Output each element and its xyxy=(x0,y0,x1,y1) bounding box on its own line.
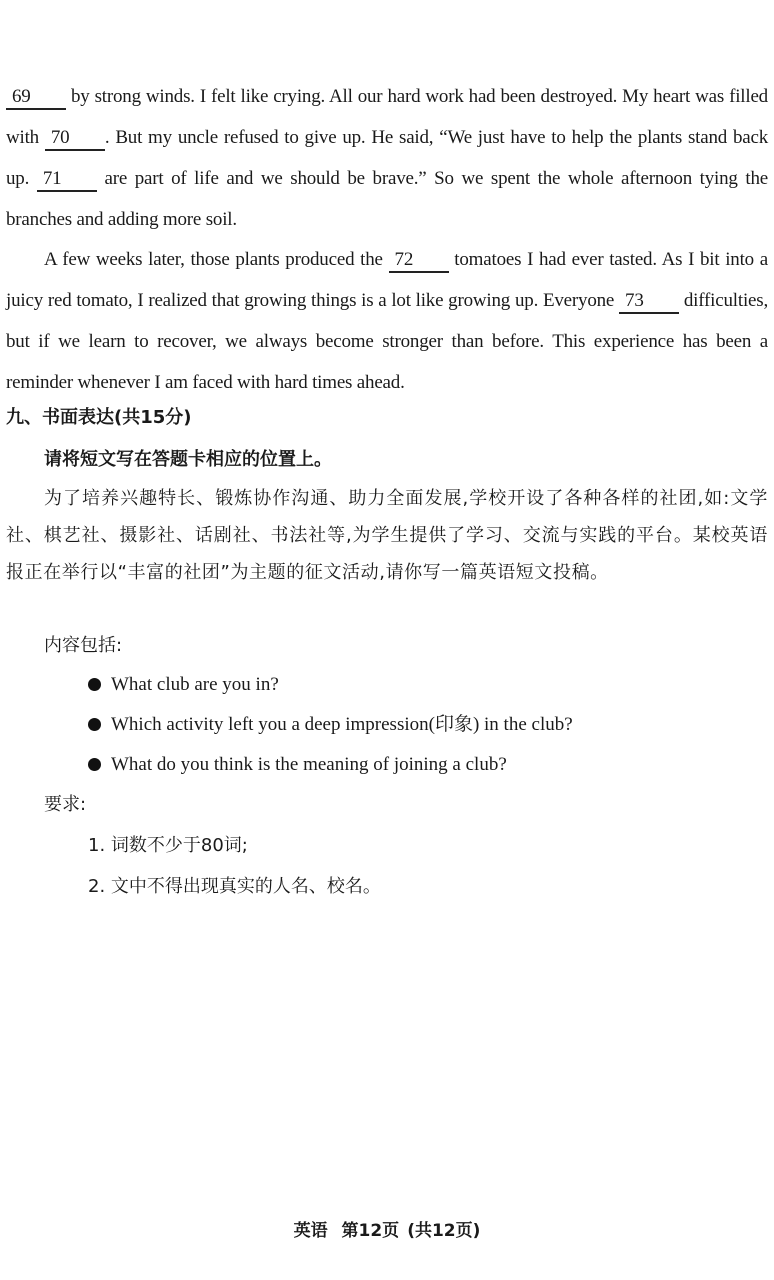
section-title: 九、书面表达(共15分) xyxy=(6,407,192,428)
content-point-2: Which activity left you a deep impression(印象) in the club? xyxy=(88,711,573,739)
blank-70: 70 xyxy=(45,127,105,151)
passage-paragraph-1 xyxy=(6,76,768,240)
writing-instruction: 请将短文写在答题卡相应的位置上。 xyxy=(44,449,332,470)
blank-71: 71 xyxy=(37,168,97,192)
bullet-dot-icon xyxy=(88,758,101,771)
footer-page-number: 第12页 xyxy=(341,1221,400,1241)
passage-text: tomatoes I had ever tasted. As I bit into a juicy red tomato, I realized that growing things is a lot like growing up. Everyone xyxy=(6,249,768,311)
blank-73: 73 xyxy=(619,290,679,314)
requirements-label: 要求: xyxy=(44,794,87,815)
blank-69: 69 xyxy=(6,86,66,110)
passage-text: are part of life and we should be brave.” So we spent the whole afternoon tying the branches and adding more soil. xyxy=(6,168,768,230)
bullet-dot-icon xyxy=(88,678,101,691)
content-point-1: What club are you in? xyxy=(88,671,279,699)
requirement-1: 1. 词数不少于80词; xyxy=(88,835,248,856)
writing-prompt: 为了培养兴趣特长、锻炼协作沟通、助力全面发展,学校开设了各种各样的社团,如:文学社、棋艺社、摄影社、话剧社、书法社等,为学生提供了学习、交流与实践的平台。某校英语报正在举行以“丰富的社团”为主题的征文活动,请你写一篇英语短文投稿。 xyxy=(6,488,768,583)
passage-paragraph-2 xyxy=(6,239,768,403)
content-label: 内容包括: xyxy=(44,635,123,656)
passage-text: by strong winds. I felt like crying. All our hard work had been destroyed. My heart was filled with xyxy=(6,86,768,148)
footer-subject: 英语 xyxy=(293,1221,328,1241)
footer-total-pages: (共12页) xyxy=(407,1221,481,1241)
bullet-dot-icon xyxy=(88,718,101,731)
content-point-3: What do you think is the meaning of joining a club? xyxy=(88,751,507,779)
passage-text: . But my uncle refused to give up. He said, “We just have to help the plants stand back up. xyxy=(6,127,769,189)
passage-text: difficulties, but if we learn to recover, we always become stronger than before. This experience has been a reminder whenever I am faced with hard times ahead. xyxy=(6,290,769,393)
blank-72: 72 xyxy=(389,249,449,273)
page-footer xyxy=(0,1218,774,1244)
passage-text: A few weeks later, those plants produced the xyxy=(44,249,389,270)
requirement-2: 2. 文中不得出现真实的人名、校名。 xyxy=(88,876,381,897)
